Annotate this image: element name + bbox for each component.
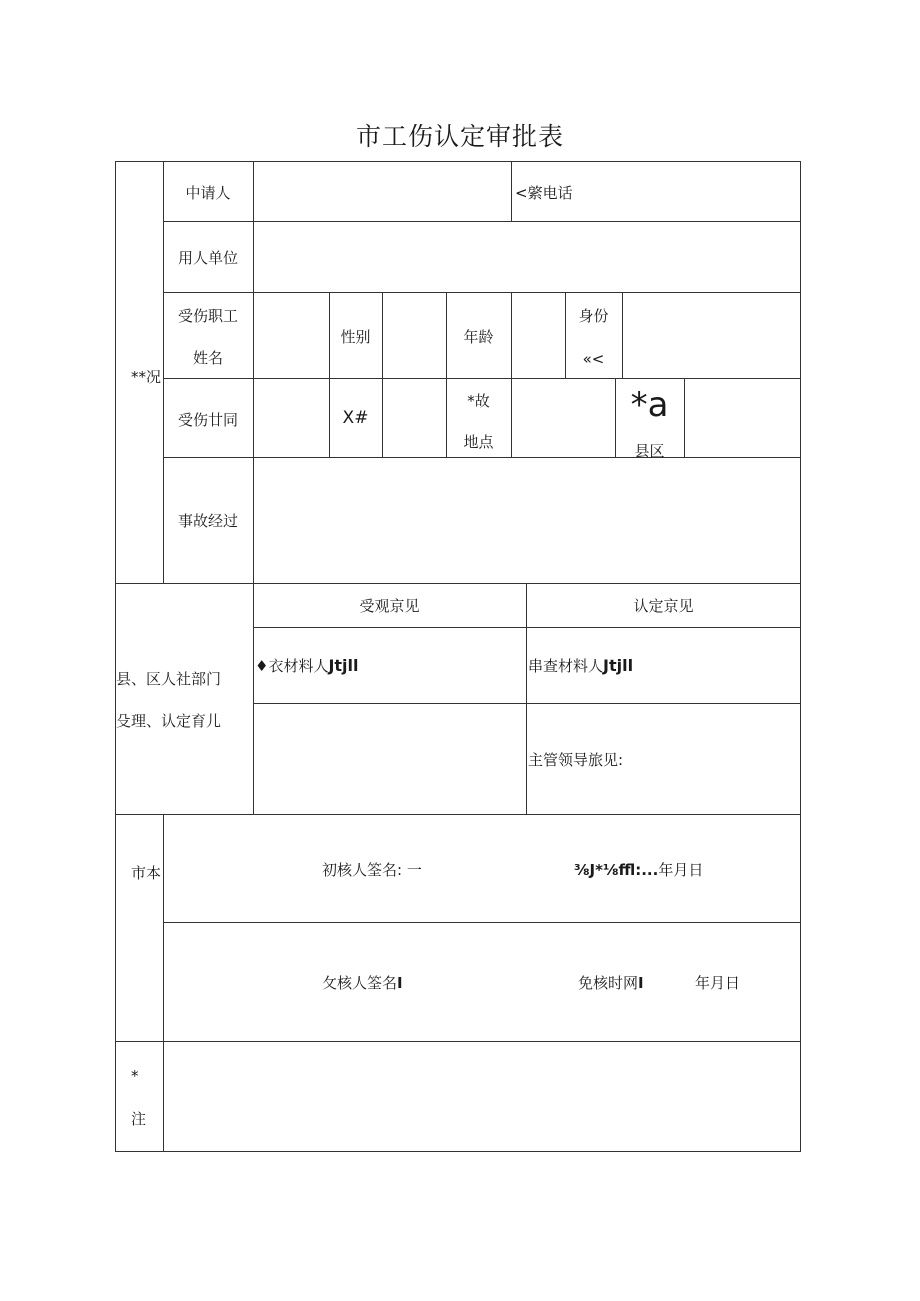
second-reviewer-mark: I (397, 974, 403, 992)
second-review-time-text: 免核时网 (578, 974, 639, 992)
identification-reviewer-signature: Jtjll (603, 656, 634, 675)
accident-place-label-line2: 地点 (463, 433, 494, 451)
first-review-date (574, 861, 703, 879)
county-dept-label-line2: 殳理、认定育儿 (116, 712, 222, 730)
section-divider (115, 583, 801, 584)
first-reviewer-signature-label: 初核人筌名: 一 (322, 861, 422, 879)
cell-line (511, 161, 512, 222)
county-label-line1: *a (630, 385, 669, 425)
worker-name-label-line1: 受伤职工 (177, 307, 238, 325)
worker-name-label-line2: 姓名 (192, 349, 223, 367)
identification-opinion-header: 认定京见 (633, 597, 694, 615)
remarks-value-cell[interactable] (164, 1042, 800, 1151)
phone-label: <綮电话 (515, 184, 573, 202)
acceptance-reviewer-signature: Jtjll (328, 656, 359, 675)
cell-line (329, 292, 330, 458)
worker-name-value-cell[interactable] (254, 293, 329, 378)
form-title: 市工伤认定审批表 (355, 122, 564, 151)
identification-reviewer-field (528, 657, 633, 675)
leader-opinion-label: 主管领导旅见: (528, 751, 624, 769)
phone-value-cell[interactable] (600, 162, 800, 221)
accident-place-value-cell[interactable] (512, 379, 615, 457)
employer-label: 用人单位 (177, 249, 238, 267)
second-reviewer-signature-label (322, 974, 403, 992)
accident-process-value-cell[interactable] (254, 458, 800, 583)
county-dept-label-line1: 县、区人社部门 (116, 670, 222, 688)
frame-left (115, 161, 116, 1152)
employer-value-cell[interactable] (254, 222, 800, 292)
id-label-line2: «< (582, 350, 605, 368)
acceptance-reviewer-label: ♦衣材料人 (255, 657, 329, 675)
acceptance-reviewer-field (255, 657, 359, 675)
second-review-time-mark: I (638, 974, 644, 992)
county-value-cell[interactable] (685, 379, 800, 457)
frame-bottom (115, 1151, 801, 1152)
second-review-time-label (578, 974, 644, 992)
accident-place-label-line1: *故 (467, 392, 490, 410)
accident-process-label: 事故经过 (177, 512, 238, 530)
gender-value-cell[interactable] (383, 293, 446, 378)
remarks-label-line2: 注 (131, 1110, 147, 1128)
identification-reviewer-label: 串查材料人 (528, 657, 604, 675)
first-review-date-value: 年月日 (658, 861, 704, 879)
second-reviewer-label: 攵核人筌名 (322, 974, 398, 992)
row-line (253, 627, 801, 628)
city-label: 市本 (131, 864, 162, 882)
injury-time-label: 受伤廿同 (177, 411, 238, 429)
applicant-value-cell[interactable] (254, 162, 511, 221)
gender-label: 性别 (340, 328, 371, 346)
section-b-mid-divider (526, 583, 527, 815)
county-label-line2: 县区 (634, 442, 665, 460)
remarks-label-line1: * (131, 1067, 139, 1085)
applicant-label: 中请人 (185, 184, 231, 202)
first-review-date-label: ⅜J*⅛ffl:... (574, 861, 659, 879)
frame-right (800, 161, 801, 1152)
id-value-cell[interactable] (623, 293, 800, 378)
section-divider (115, 814, 801, 815)
basic-info-side-label: **况 (131, 368, 162, 386)
second-review-date: 年月日 (695, 974, 741, 992)
id-label-line1: 身份 (578, 307, 609, 325)
x-mark-label: X# (342, 408, 369, 428)
acceptance-opinion-cell[interactable] (254, 704, 526, 814)
row-line (163, 922, 801, 923)
acceptance-opinion-header: 受观京见 (359, 597, 420, 615)
age-value-cell[interactable] (512, 293, 565, 378)
age-label: 年龄 (463, 328, 494, 346)
